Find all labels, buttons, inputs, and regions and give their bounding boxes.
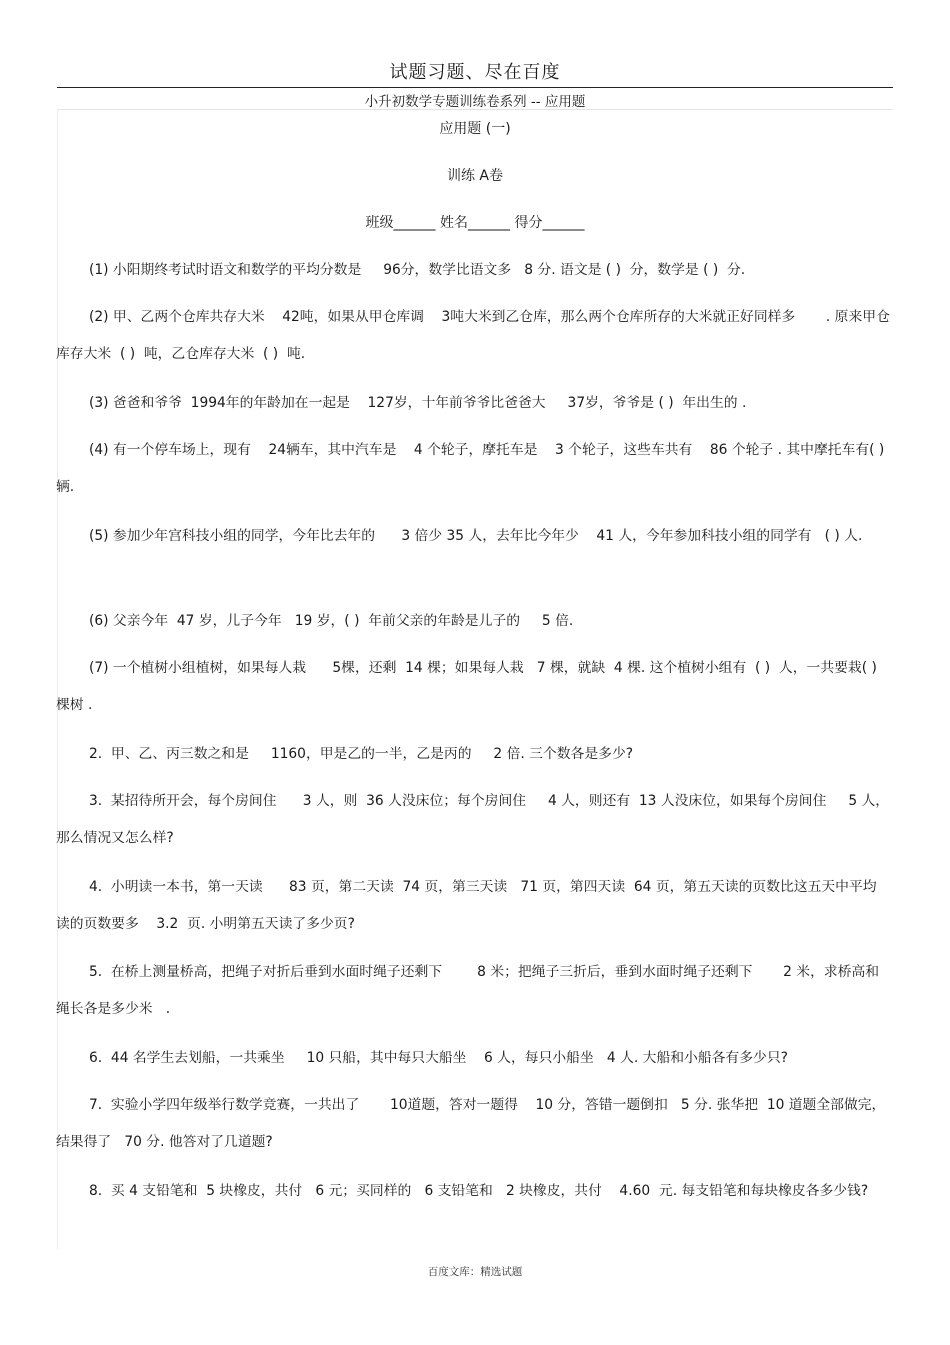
question-1-4: (4) 有一个停车场上，现有 24辆车，其中汽车是 4 个轮子，摩托车是 3 个轮子，这些车共有 86 个轮子 . 其中摩托车有( ) 辆. bbox=[56, 442, 894, 495]
question-1-1: (1) 小阳期终考试时语文和数学的平均分数是 96分，数学比语文多 8 分. 语文是 ( ) 分，数学是 ( ) 分. bbox=[89, 262, 746, 278]
question-1-6: (6) 父亲今年 47 岁，儿子今年 19 岁，( ) 年前父亲的年龄是儿子的 5 倍. bbox=[89, 613, 574, 629]
question-6: 6. 44 名学生去划船，一共乘坐 10 只船，其中每只大船坐 6 人，每只小船坐 4 人. 大船和小船各有多少只? bbox=[89, 1050, 788, 1066]
question-4: 4. 小明读一本书，第一天读 83 页，第二天读 74 页，第三天读 71 页，第四天读 64 页，第五天读的页数比这五天中平均读的页数要多 3.2 页. 小明第五天读了多少页? bbox=[56, 879, 877, 932]
question-2: 2. 甲、乙、丙三数之和是 1160，甲是乙的一半，乙是丙的 2 倍. 三个数各是多少? bbox=[89, 746, 634, 762]
question-1-7: (7) 一个植树小组植树，如果每人栽 5棵，还剩 14 棵；如果每人栽 7 棵，就缺 4 棵. 这个植树小组有 ( ) 人，一共要栽( ) 棵树 . bbox=[56, 660, 886, 713]
question-1-3: (3) 爸爸和爷爷 1994年的年龄加在一起是 127岁，十年前爷爷比爸爸大 37岁，爷爷是 ( ) 年出生的 . bbox=[89, 395, 747, 411]
question-7: 7. 实验小学四年级举行数学竞赛，一共出了 10道题，答对一题得 10 分，答错一题倒扣 5 分. 张华把 10 道题全部做完，结果得了 70 分. 他答对了几道题? bbox=[56, 1097, 886, 1150]
subtitle-divider bbox=[57, 109, 893, 110]
question-3: 3. 某招待所开会，每个房间住 3 人，则 36 人没床位；每个房间住 4 人，则还有 13 人没床位，如果每个房间住 5 人，那么情况又怎么样? bbox=[56, 793, 890, 846]
question-1-2: (2) 甲、乙两个仓库共存大米 42吨，如果从甲仓库调 3吨大米到乙仓库，那么两个仓库所存的大米就正好同样多 . 原来甲仓库存大米 ( ) 吨，乙仓库存大米 ( ) 吨. bbox=[56, 309, 890, 362]
page-header-title: 试题习题、尽在百度 bbox=[389, 62, 561, 83]
question-5: 5. 在桥上测量桥高，把绳子对折后垂到水面时绳子还剩下 8 米；把绳子三折后，垂到水面时绳子还剩下 2 米，求桥高和绳长各是多少米 . bbox=[56, 964, 880, 1017]
section-title: 应用题 (一) bbox=[439, 121, 511, 137]
question-1-5: (5) 参加少年宫科技小组的同学，今年比去年的 3 倍少 35 人，去年比今年少 41 人，今年参加科技小组的同学有 ( ) 人. bbox=[89, 528, 863, 544]
series-subtitle: 小升初数学专题训练卷系列 -- 应用题 bbox=[364, 94, 586, 110]
header-divider bbox=[57, 87, 893, 88]
student-info-line: 班级______ 姓名______ 得分______ bbox=[365, 215, 585, 231]
question-8: 8. 买 4 支铅笔和 5 块橡皮，共付 6 元；买同样的 6 支铅笔和 2 块橡皮，共付 4.60 元. 每支铅笔和每块橡皮各多少钱? bbox=[89, 1183, 869, 1199]
page-footer: 百度文库：精选试题 bbox=[427, 1266, 523, 1278]
paper-title: 训练 A卷 bbox=[446, 168, 504, 184]
